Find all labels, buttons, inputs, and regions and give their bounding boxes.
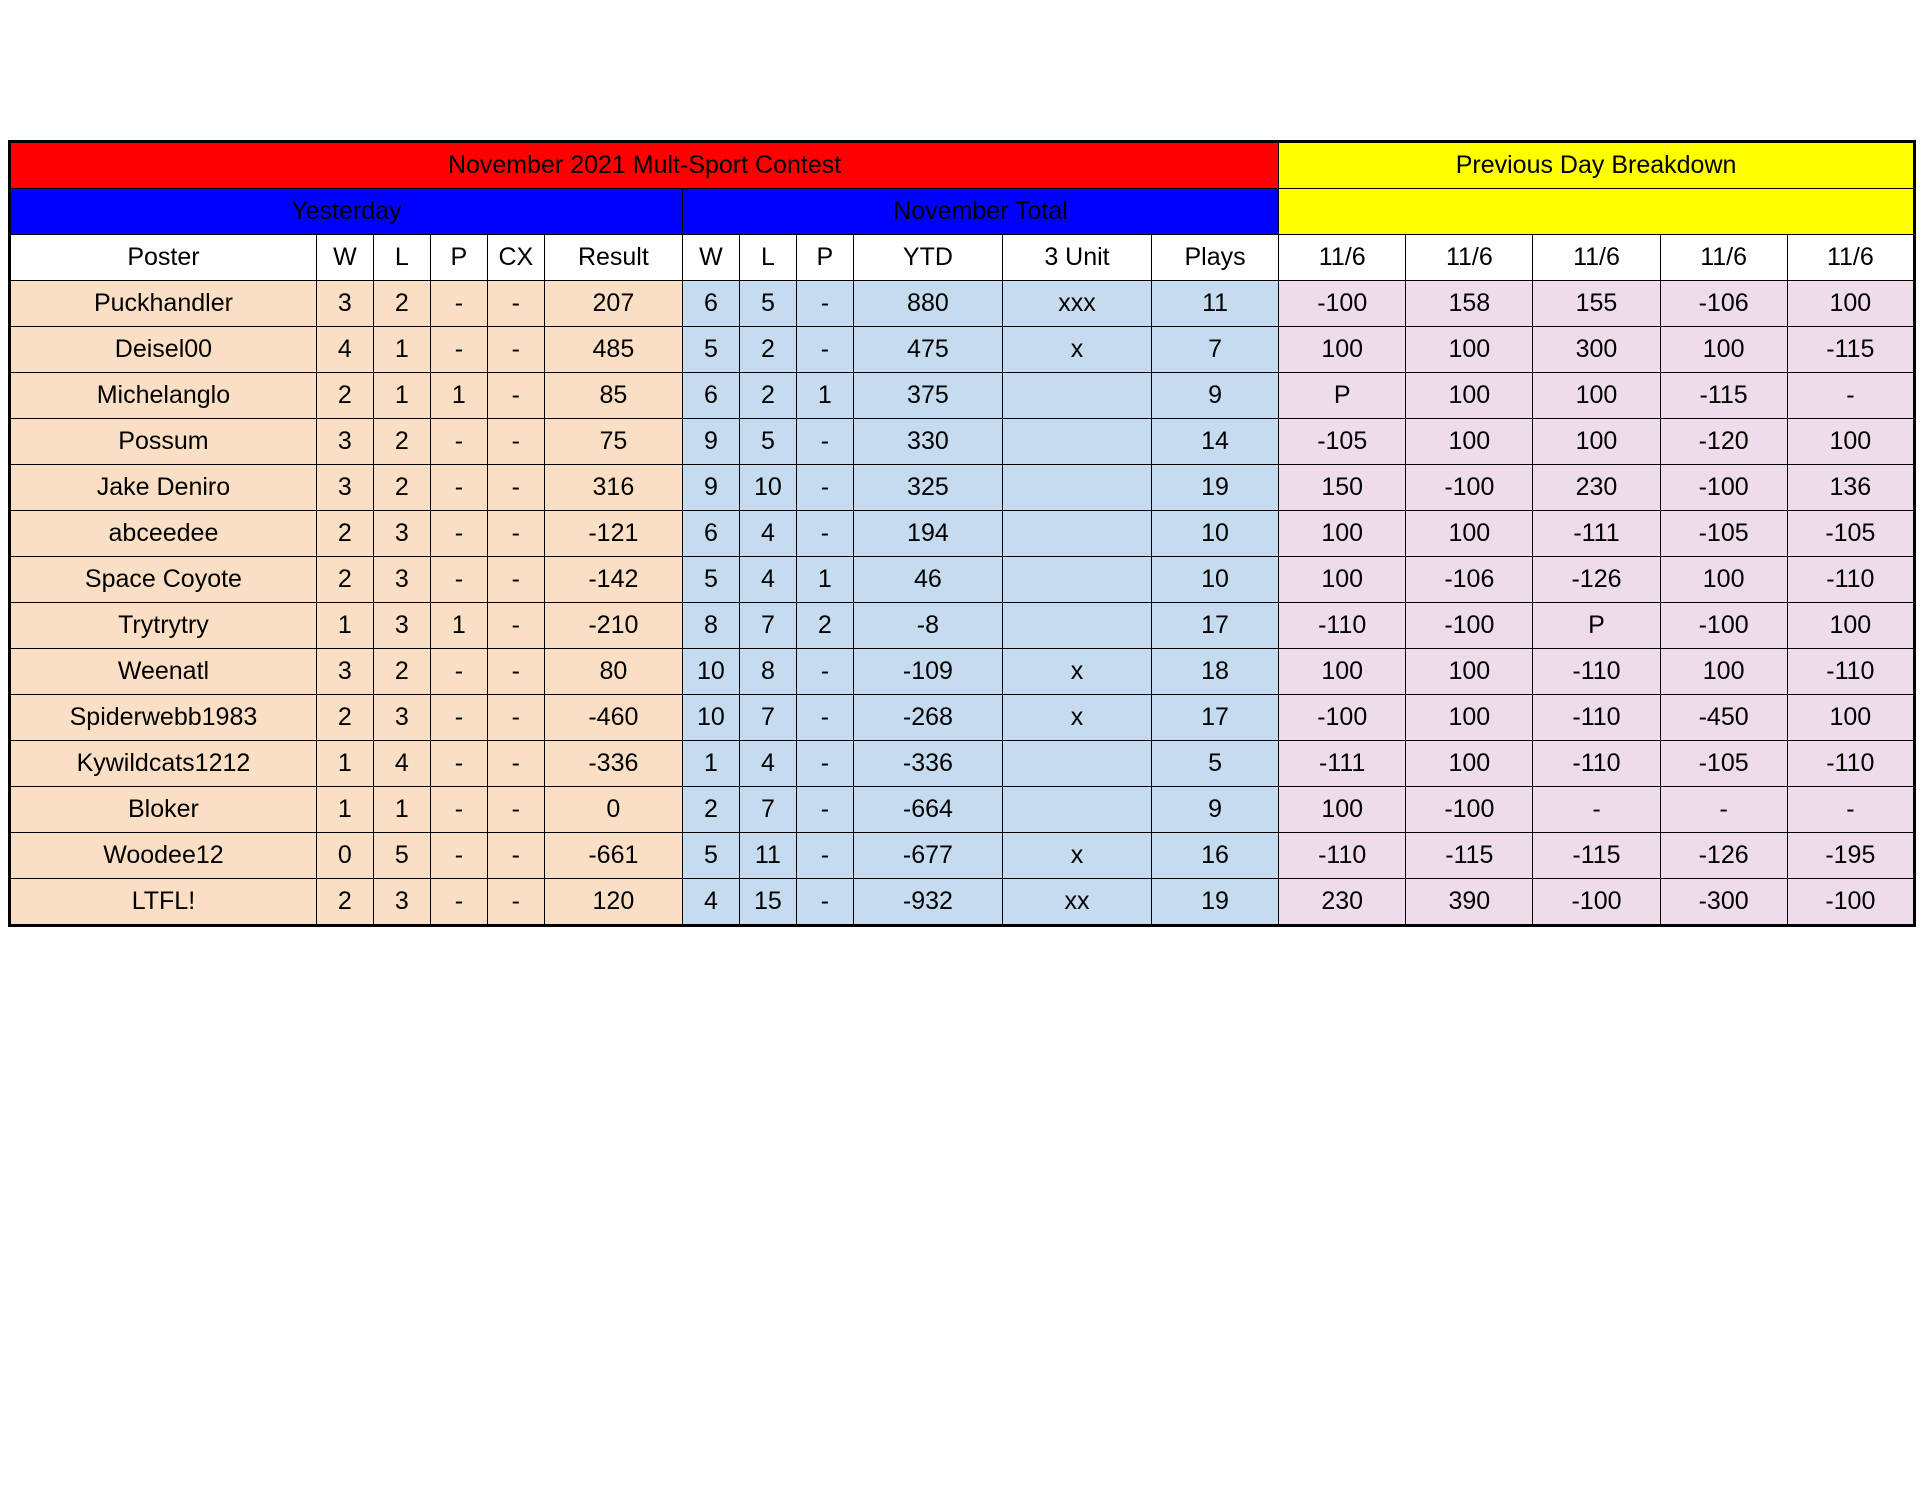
cell-poster: Possum	[10, 419, 317, 465]
cell-poster: Deisel00	[10, 327, 317, 373]
cell-day-3: 230	[1533, 465, 1660, 511]
cell-day-4: -106	[1660, 281, 1787, 327]
cell-yesterday-w: 3	[316, 465, 373, 511]
cell-month-w: 2	[682, 787, 739, 833]
contest-table	[8, 140, 1916, 927]
cell-poster: LTFL!	[10, 879, 317, 926]
cell-yesterday-w: 1	[316, 603, 373, 649]
cell-month-l: 7	[739, 695, 796, 741]
cell-yesterday-l: 2	[373, 419, 430, 465]
banner-row-title	[10, 142, 1915, 189]
cell-yesterday-p: 1	[430, 373, 487, 419]
cell-3-unit: x	[1002, 327, 1151, 373]
cell-ytd: 375	[853, 373, 1002, 419]
cell-day-3: -110	[1533, 649, 1660, 695]
cell-yesterday-p: -	[430, 327, 487, 373]
cell-month-p: 1	[796, 557, 853, 603]
cell-month-l: 11	[739, 833, 796, 879]
cell-yesterday-result: 120	[544, 879, 682, 926]
cell-day-4: 100	[1660, 557, 1787, 603]
cell-day-1: 100	[1279, 511, 1406, 557]
cell-day-2: -100	[1406, 603, 1533, 649]
cell-yesterday-l: 1	[373, 787, 430, 833]
cell-yesterday-p: -	[430, 695, 487, 741]
cell-day-5: -110	[1787, 557, 1914, 603]
cell-month-p: -	[796, 511, 853, 557]
cell-day-4: 100	[1660, 649, 1787, 695]
cell-yesterday-l: 2	[373, 649, 430, 695]
cell-day-2: 158	[1406, 281, 1533, 327]
table-row	[10, 741, 1915, 787]
cell-month-p: -	[796, 741, 853, 787]
cell-month-w: 9	[682, 465, 739, 511]
cell-yesterday-result: -460	[544, 695, 682, 741]
cell-day-3: -115	[1533, 833, 1660, 879]
cell-day-5: 136	[1787, 465, 1914, 511]
cell-day-5: 100	[1787, 419, 1914, 465]
cell-day-3: 300	[1533, 327, 1660, 373]
cell-day-2: -100	[1406, 465, 1533, 511]
cell-3-unit: x	[1002, 649, 1151, 695]
cell-day-2: 100	[1406, 649, 1533, 695]
cell-3-unit	[1002, 557, 1151, 603]
cell-yesterday-l: 3	[373, 603, 430, 649]
cell-month-w: 4	[682, 879, 739, 926]
table-row	[10, 603, 1915, 649]
cell-yesterday-w: 3	[316, 419, 373, 465]
table-row	[10, 557, 1915, 603]
cell-yesterday-l: 3	[373, 695, 430, 741]
cell-plays: 9	[1152, 373, 1279, 419]
cell-day-2: 100	[1406, 741, 1533, 787]
cell-yesterday-cx: -	[487, 557, 544, 603]
cell-day-1: -110	[1279, 603, 1406, 649]
cell-day-5: -100	[1787, 879, 1914, 926]
header-poster: Poster	[10, 235, 317, 281]
cell-day-5: 100	[1787, 281, 1914, 327]
cell-poster: Puckhandler	[10, 281, 317, 327]
cell-poster: Bloker	[10, 787, 317, 833]
cell-month-l: 4	[739, 557, 796, 603]
cell-yesterday-p: -	[430, 511, 487, 557]
cell-day-3: 155	[1533, 281, 1660, 327]
cell-yesterday-w: 0	[316, 833, 373, 879]
cell-day-1: 100	[1279, 327, 1406, 373]
cell-day-2: -106	[1406, 557, 1533, 603]
cell-day-1: 150	[1279, 465, 1406, 511]
cell-3-unit: xx	[1002, 879, 1151, 926]
cell-day-2: 100	[1406, 373, 1533, 419]
banner-row-sections	[10, 189, 1915, 235]
header-yesterday-p: P	[430, 235, 487, 281]
cell-day-1: -100	[1279, 281, 1406, 327]
cell-yesterday-cx: -	[487, 787, 544, 833]
table-row	[10, 373, 1915, 419]
cell-plays: 19	[1152, 465, 1279, 511]
cell-month-p: -	[796, 695, 853, 741]
cell-day-5: -115	[1787, 327, 1914, 373]
cell-day-2: 100	[1406, 511, 1533, 557]
header-day-2: 11/6	[1406, 235, 1533, 281]
header-day-3: 11/6	[1533, 235, 1660, 281]
header-day-5: 11/6	[1787, 235, 1914, 281]
cell-month-w: 1	[682, 741, 739, 787]
cell-plays: 9	[1152, 787, 1279, 833]
cell-day-5: -110	[1787, 649, 1914, 695]
cell-yesterday-result: 75	[544, 419, 682, 465]
cell-poster: Michelanglo	[10, 373, 317, 419]
cell-ytd: 46	[853, 557, 1002, 603]
cell-yesterday-p: -	[430, 419, 487, 465]
cell-3-unit	[1002, 603, 1151, 649]
cell-month-l: 7	[739, 787, 796, 833]
cell-month-l: 5	[739, 281, 796, 327]
cell-ytd: 325	[853, 465, 1002, 511]
cell-yesterday-result: -210	[544, 603, 682, 649]
cell-day-2: 100	[1406, 419, 1533, 465]
cell-yesterday-l: 3	[373, 879, 430, 926]
cell-3-unit: x	[1002, 833, 1151, 879]
cell-month-p: -	[796, 419, 853, 465]
cell-day-3: 100	[1533, 419, 1660, 465]
cell-day-1: 100	[1279, 649, 1406, 695]
section-november-total: November Total	[682, 189, 1278, 235]
cell-plays: 11	[1152, 281, 1279, 327]
cell-month-p: -	[796, 327, 853, 373]
cell-day-5: 100	[1787, 695, 1914, 741]
header-yesterday-result: Result	[544, 235, 682, 281]
cell-month-w: 5	[682, 327, 739, 373]
cell-yesterday-result: 80	[544, 649, 682, 695]
table-row	[10, 327, 1915, 373]
cell-plays: 17	[1152, 695, 1279, 741]
cell-day-4: -450	[1660, 695, 1787, 741]
cell-3-unit: xxx	[1002, 281, 1151, 327]
cell-month-w: 10	[682, 695, 739, 741]
cell-yesterday-p: -	[430, 879, 487, 926]
cell-ytd: 330	[853, 419, 1002, 465]
cell-3-unit	[1002, 419, 1151, 465]
table-row	[10, 787, 1915, 833]
cell-yesterday-cx: -	[487, 833, 544, 879]
cell-3-unit	[1002, 787, 1151, 833]
cell-yesterday-cx: -	[487, 373, 544, 419]
cell-poster: abceedee	[10, 511, 317, 557]
cell-day-3: -100	[1533, 879, 1660, 926]
cell-day-4: 100	[1660, 327, 1787, 373]
cell-ytd: -109	[853, 649, 1002, 695]
cell-yesterday-w: 2	[316, 695, 373, 741]
cell-yesterday-w: 1	[316, 787, 373, 833]
table-row	[10, 511, 1915, 557]
cell-yesterday-w: 1	[316, 741, 373, 787]
cell-day-4: -126	[1660, 833, 1787, 879]
cell-3-unit	[1002, 373, 1151, 419]
header-day-1: 11/6	[1279, 235, 1406, 281]
cell-yesterday-l: 1	[373, 327, 430, 373]
cell-yesterday-result: 0	[544, 787, 682, 833]
cell-day-1: 230	[1279, 879, 1406, 926]
cell-day-2: 100	[1406, 327, 1533, 373]
header-month-l: L	[739, 235, 796, 281]
cell-ytd: -268	[853, 695, 1002, 741]
cell-month-w: 5	[682, 557, 739, 603]
cell-ytd: -677	[853, 833, 1002, 879]
cell-yesterday-cx: -	[487, 465, 544, 511]
column-header-row	[10, 235, 1915, 281]
cell-3-unit	[1002, 511, 1151, 557]
cell-3-unit	[1002, 741, 1151, 787]
cell-yesterday-p: -	[430, 833, 487, 879]
cell-yesterday-result: 207	[544, 281, 682, 327]
cell-yesterday-result: 316	[544, 465, 682, 511]
cell-ytd: 475	[853, 327, 1002, 373]
cell-ytd: -664	[853, 787, 1002, 833]
cell-yesterday-cx: -	[487, 327, 544, 373]
table-row	[10, 419, 1915, 465]
cell-month-w: 9	[682, 419, 739, 465]
cell-month-w: 5	[682, 833, 739, 879]
cell-yesterday-w: 4	[316, 327, 373, 373]
cell-month-w: 6	[682, 511, 739, 557]
cell-poster: Weenatl	[10, 649, 317, 695]
cell-day-1: -110	[1279, 833, 1406, 879]
cell-day-4: -100	[1660, 465, 1787, 511]
cell-yesterday-w: 2	[316, 511, 373, 557]
cell-day-2: -115	[1406, 833, 1533, 879]
cell-month-p: 1	[796, 373, 853, 419]
cell-plays: 10	[1152, 511, 1279, 557]
cell-yesterday-result: -661	[544, 833, 682, 879]
cell-day-3: 100	[1533, 373, 1660, 419]
cell-day-4: -300	[1660, 879, 1787, 926]
cell-day-2: -100	[1406, 787, 1533, 833]
cell-yesterday-l: 2	[373, 465, 430, 511]
cell-yesterday-cx: -	[487, 511, 544, 557]
cell-yesterday-w: 2	[316, 557, 373, 603]
cell-day-5: -195	[1787, 833, 1914, 879]
previous-day-breakdown-title: Previous Day Breakdown	[1279, 142, 1915, 189]
cell-ytd: 194	[853, 511, 1002, 557]
cell-yesterday-p: -	[430, 557, 487, 603]
cell-3-unit	[1002, 465, 1151, 511]
cell-yesterday-result: -336	[544, 741, 682, 787]
cell-month-p: -	[796, 649, 853, 695]
contest-title: November 2021 Mult-Sport Contest	[10, 142, 1279, 189]
cell-yesterday-cx: -	[487, 649, 544, 695]
cell-day-4: -	[1660, 787, 1787, 833]
cell-yesterday-l: 3	[373, 511, 430, 557]
cell-yesterday-w: 3	[316, 281, 373, 327]
cell-yesterday-l: 3	[373, 557, 430, 603]
cell-poster: Jake Deniro	[10, 465, 317, 511]
cell-poster: Woodee12	[10, 833, 317, 879]
cell-yesterday-cx: -	[487, 419, 544, 465]
cell-yesterday-w: 3	[316, 649, 373, 695]
cell-yesterday-l: 2	[373, 281, 430, 327]
cell-plays: 18	[1152, 649, 1279, 695]
cell-plays: 16	[1152, 833, 1279, 879]
cell-yesterday-w: 2	[316, 373, 373, 419]
cell-day-3: -110	[1533, 741, 1660, 787]
table-row	[10, 281, 1915, 327]
cell-day-3: P	[1533, 603, 1660, 649]
cell-ytd: -8	[853, 603, 1002, 649]
cell-plays: 5	[1152, 741, 1279, 787]
cell-day-1: -100	[1279, 695, 1406, 741]
cell-day-3: -	[1533, 787, 1660, 833]
cell-yesterday-cx: -	[487, 281, 544, 327]
cell-month-l: 2	[739, 373, 796, 419]
cell-day-4: -120	[1660, 419, 1787, 465]
cell-month-p: -	[796, 879, 853, 926]
cell-day-1: 100	[1279, 557, 1406, 603]
cell-month-p: -	[796, 281, 853, 327]
cell-yesterday-cx: -	[487, 603, 544, 649]
cell-month-l: 5	[739, 419, 796, 465]
cell-day-5: -	[1787, 373, 1914, 419]
cell-yesterday-result: 485	[544, 327, 682, 373]
cell-day-1: -111	[1279, 741, 1406, 787]
cell-day-1: 100	[1279, 787, 1406, 833]
cell-day-4: -105	[1660, 741, 1787, 787]
cell-ytd: -336	[853, 741, 1002, 787]
header-day-4: 11/6	[1660, 235, 1787, 281]
cell-day-4: -105	[1660, 511, 1787, 557]
cell-month-p: 2	[796, 603, 853, 649]
header-yesterday-cx: CX	[487, 235, 544, 281]
cell-month-l: 15	[739, 879, 796, 926]
cell-month-p: -	[796, 787, 853, 833]
header-yesterday-w: W	[316, 235, 373, 281]
cell-yesterday-result: -142	[544, 557, 682, 603]
cell-yesterday-p: -	[430, 465, 487, 511]
cell-month-p: -	[796, 465, 853, 511]
header-plays: Plays	[1152, 235, 1279, 281]
cell-ytd: 880	[853, 281, 1002, 327]
cell-yesterday-result: -121	[544, 511, 682, 557]
cell-poster: Kywildcats1212	[10, 741, 317, 787]
cell-yesterday-p: -	[430, 281, 487, 327]
cell-yesterday-cx: -	[487, 879, 544, 926]
cell-month-w: 8	[682, 603, 739, 649]
cell-day-5: 100	[1787, 603, 1914, 649]
table-row	[10, 833, 1915, 879]
table-row	[10, 879, 1915, 926]
cell-yesterday-result: 85	[544, 373, 682, 419]
cell-day-3: -110	[1533, 695, 1660, 741]
cell-yesterday-cx: -	[487, 741, 544, 787]
cell-poster: Trytrytry	[10, 603, 317, 649]
table-row	[10, 465, 1915, 511]
table-row	[10, 695, 1915, 741]
cell-plays: 19	[1152, 879, 1279, 926]
cell-poster: Spiderwebb1983	[10, 695, 317, 741]
cell-month-l: 10	[739, 465, 796, 511]
cell-yesterday-cx: -	[487, 695, 544, 741]
header-month-w: W	[682, 235, 739, 281]
cell-day-5: -	[1787, 787, 1914, 833]
cell-day-4: -115	[1660, 373, 1787, 419]
cell-month-l: 8	[739, 649, 796, 695]
cell-month-l: 4	[739, 741, 796, 787]
table-row	[10, 649, 1915, 695]
section-previous-day-spacer	[1279, 189, 1915, 235]
cell-poster: Space Coyote	[10, 557, 317, 603]
cell-month-l: 4	[739, 511, 796, 557]
cell-plays: 10	[1152, 557, 1279, 603]
cell-day-3: -111	[1533, 511, 1660, 557]
header-3-unit: 3 Unit	[1002, 235, 1151, 281]
cell-month-l: 7	[739, 603, 796, 649]
header-ytd: YTD	[853, 235, 1002, 281]
cell-plays: 17	[1152, 603, 1279, 649]
header-yesterday-l: L	[373, 235, 430, 281]
cell-month-w: 10	[682, 649, 739, 695]
cell-month-w: 6	[682, 373, 739, 419]
cell-day-5: -105	[1787, 511, 1914, 557]
cell-yesterday-l: 5	[373, 833, 430, 879]
cell-yesterday-p: -	[430, 787, 487, 833]
cell-day-2: 390	[1406, 879, 1533, 926]
cell-yesterday-p: 1	[430, 603, 487, 649]
header-month-p: P	[796, 235, 853, 281]
cell-month-p: -	[796, 833, 853, 879]
cell-yesterday-l: 1	[373, 373, 430, 419]
cell-plays: 14	[1152, 419, 1279, 465]
cell-day-4: -100	[1660, 603, 1787, 649]
cell-yesterday-w: 2	[316, 879, 373, 926]
section-yesterday: Yesterday	[10, 189, 683, 235]
cell-ytd: -932	[853, 879, 1002, 926]
cell-yesterday-p: -	[430, 741, 487, 787]
cell-3-unit: x	[1002, 695, 1151, 741]
cell-day-1: -105	[1279, 419, 1406, 465]
cell-day-1: P	[1279, 373, 1406, 419]
contest-sheet	[8, 140, 1916, 927]
cell-day-5: -110	[1787, 741, 1914, 787]
cell-month-l: 2	[739, 327, 796, 373]
cell-month-w: 6	[682, 281, 739, 327]
cell-day-2: 100	[1406, 695, 1533, 741]
cell-day-3: -126	[1533, 557, 1660, 603]
cell-yesterday-p: -	[430, 649, 487, 695]
cell-yesterday-l: 4	[373, 741, 430, 787]
cell-plays: 7	[1152, 327, 1279, 373]
